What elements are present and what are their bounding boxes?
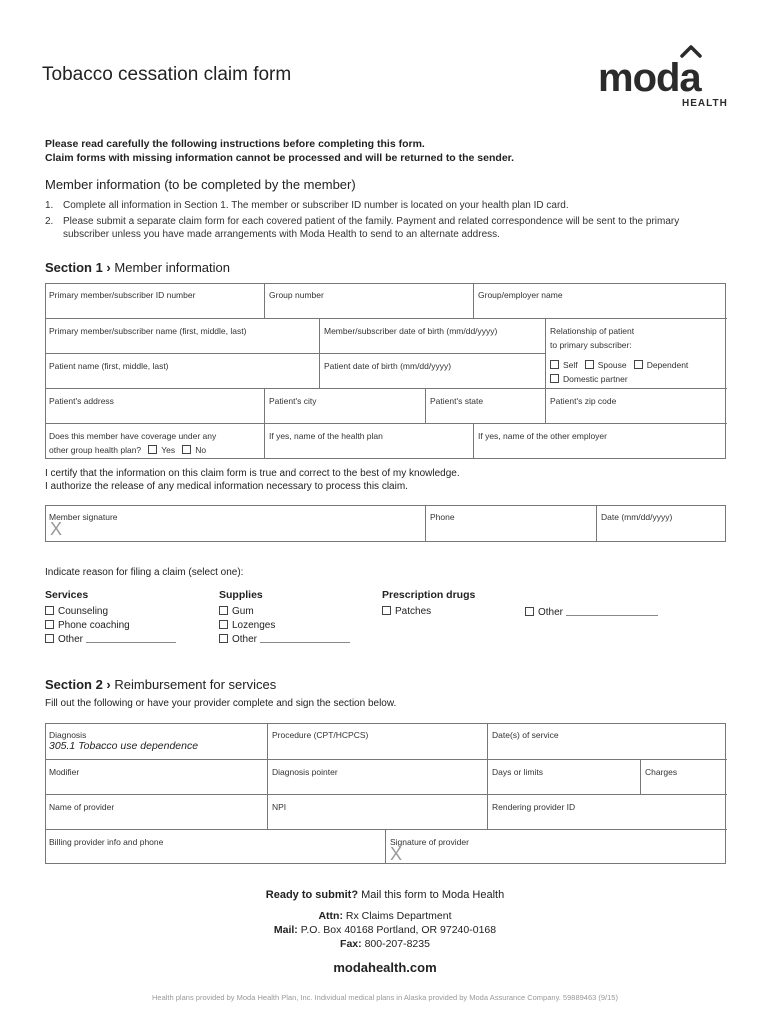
- intro-instructions: [45, 137, 514, 165]
- billing-provider-field[interactable]: Billing provider info and phone: [45, 829, 385, 864]
- section1-heading: Section 1 › Member information: [45, 260, 230, 275]
- patient-state-field[interactable]: Patient's state: [425, 388, 545, 423]
- primary-name-field[interactable]: Primary member/subscriber name (first, middle, last): [45, 318, 319, 353]
- ready-to-submit: Ready to submit? Mail this form to Moda Health: [265, 889, 505, 901]
- date-field[interactable]: Date (mm/dd/yyyy): [596, 505, 727, 542]
- supplies-other-option[interactable]: Other: [219, 633, 350, 647]
- chevron-right-icon: ›: [106, 260, 111, 275]
- sign-here-x: X: [390, 844, 403, 864]
- primary-id-field[interactable]: Primary member/subscriber ID number: [49, 290, 196, 300]
- group-employer-field[interactable]: Group/employer name: [473, 283, 727, 318]
- days-limits-field[interactable]: Days or limits: [487, 759, 640, 794]
- chevron-right-icon: ›: [106, 677, 111, 692]
- intro-line-2: Claim forms with missing information cannot be processed and will be returned to the sender.: [45, 152, 515, 164]
- mail-line: Mail: P.O. Box 40168 Portland, OR 97240-0168: [273, 924, 497, 936]
- modifier-field[interactable]: Modifier: [45, 759, 267, 794]
- member-dob-field[interactable]: Member/subscriber date of birth (mm/dd/yyyy): [319, 318, 545, 353]
- attn-line: Attn: Rx Claims Department: [318, 910, 452, 922]
- reason-prompt: Indicate reason for filing a claim (select one):: [45, 567, 244, 578]
- rx-other-option[interactable]: Other: [525, 606, 658, 620]
- patient-address-field[interactable]: Patient's address: [45, 388, 264, 423]
- dependent-checkbox[interactable]: [634, 360, 643, 369]
- health-plan-name-field[interactable]: If yes, name of the health plan: [264, 423, 473, 459]
- services-group: Services Counseling Phone coaching Other: [45, 589, 176, 647]
- diagnosis-value: 305.1 Tobacco use dependence: [49, 740, 199, 752]
- section2-heading: Section 2 › Reimbursement for services: [45, 677, 277, 692]
- list-item: 1. Complete all information in Section 1. The member or subscriber ID number is located on your health plan ID card.: [45, 200, 569, 211]
- sign-here-x: X: [50, 519, 63, 539]
- page-title: Tobacco cessation claim form: [42, 64, 292, 85]
- provider-signature-field[interactable]: Signature of provider X: [385, 829, 727, 864]
- coverage-no-checkbox[interactable]: [182, 445, 191, 454]
- diagnosis-field[interactable]: Diagnosis 305.1 Tobacco use dependence: [49, 730, 199, 752]
- signature-table: [45, 505, 726, 542]
- section2-intro: Fill out the following or have your provider complete and sign the section below.: [45, 698, 397, 709]
- member-info-list: [45, 199, 695, 244]
- dates-of-service-field[interactable]: Date(s) of service: [487, 723, 727, 759]
- member-signature-field[interactable]: Member signature X: [49, 512, 118, 539]
- group-number-field[interactable]: Group number: [264, 283, 473, 318]
- domestic-partner-checkbox[interactable]: [550, 374, 559, 383]
- rx-group: Prescription drugs Patches: [382, 589, 476, 617]
- patient-name-field[interactable]: Patient name (first, middle, last): [45, 353, 319, 388]
- section1-table: [45, 283, 726, 459]
- gum-option[interactable]: Gum: [219, 605, 350, 619]
- provider-name-field[interactable]: Name of provider: [45, 794, 267, 829]
- other-employer-field[interactable]: If yes, name of the other employer: [473, 423, 727, 459]
- intro-line-1: Please read carefully the following instructions before completing this form.: [45, 138, 425, 150]
- patient-city-field[interactable]: Patient's city: [264, 388, 425, 423]
- phone-field[interactable]: Phone: [425, 505, 596, 542]
- phone-coaching-option[interactable]: Phone coaching: [45, 619, 176, 633]
- charges-field[interactable]: Charges: [640, 759, 727, 794]
- list-item: 2. Please submit a separate claim form for each covered patient of the family. Payment and related correspondence will be sent to the primary subscriber unless you have made arrangements with Moda Health to send to an alternate address.: [45, 216, 680, 240]
- certification-text: I certify that the information on this claim form is true and correct to the best of my knowledge. I authorize the release of any medical information necessary to process this claim.: [45, 468, 460, 492]
- services-other-option[interactable]: Other: [45, 633, 176, 647]
- coverage-yes-checkbox[interactable]: [148, 445, 157, 454]
- member-info-heading: Member information (to be completed by the member): [45, 177, 356, 192]
- supplies-group: Supplies Gum Lozenges Other: [219, 589, 350, 647]
- counseling-option[interactable]: Counseling: [45, 605, 176, 619]
- section2-table: [45, 723, 726, 864]
- diagnosis-pointer-field[interactable]: Diagnosis pointer: [267, 759, 487, 794]
- footer-disclaimer: Health plans provided by Moda Health Plan, Inc. Individual medical plans in Alaska provided by Moda Assurance Company. 59889463 (9/15): [152, 993, 618, 1002]
- npi-field[interactable]: NPI: [267, 794, 487, 829]
- lozenges-option[interactable]: Lozenges: [219, 619, 350, 633]
- logo-health: HEALTH: [682, 98, 728, 109]
- spouse-checkbox[interactable]: [585, 360, 594, 369]
- procedure-field[interactable]: Procedure (CPT/HCPCS): [267, 723, 487, 759]
- patient-dob-field[interactable]: Patient date of birth (mm/dd/yyyy): [319, 353, 545, 388]
- patches-option[interactable]: Patches: [382, 605, 475, 619]
- logo-word: moda: [598, 56, 701, 100]
- relationship-field: Relationship of patient to primary subscriber: Self Spouse Dependent Domestic partner: [545, 318, 727, 388]
- website-link[interactable]: modahealth.com: [333, 960, 437, 975]
- rendering-provider-id-field[interactable]: Rendering provider ID: [487, 794, 727, 829]
- other-coverage-field: Does this member have coverage under any other group health plan? Yes No: [45, 423, 264, 459]
- patient-zip-field[interactable]: Patient's zip code: [545, 388, 727, 423]
- fax-line: Fax: 800-207-8235: [340, 938, 430, 950]
- moda-health-logo: [598, 44, 730, 114]
- self-checkbox[interactable]: [550, 360, 559, 369]
